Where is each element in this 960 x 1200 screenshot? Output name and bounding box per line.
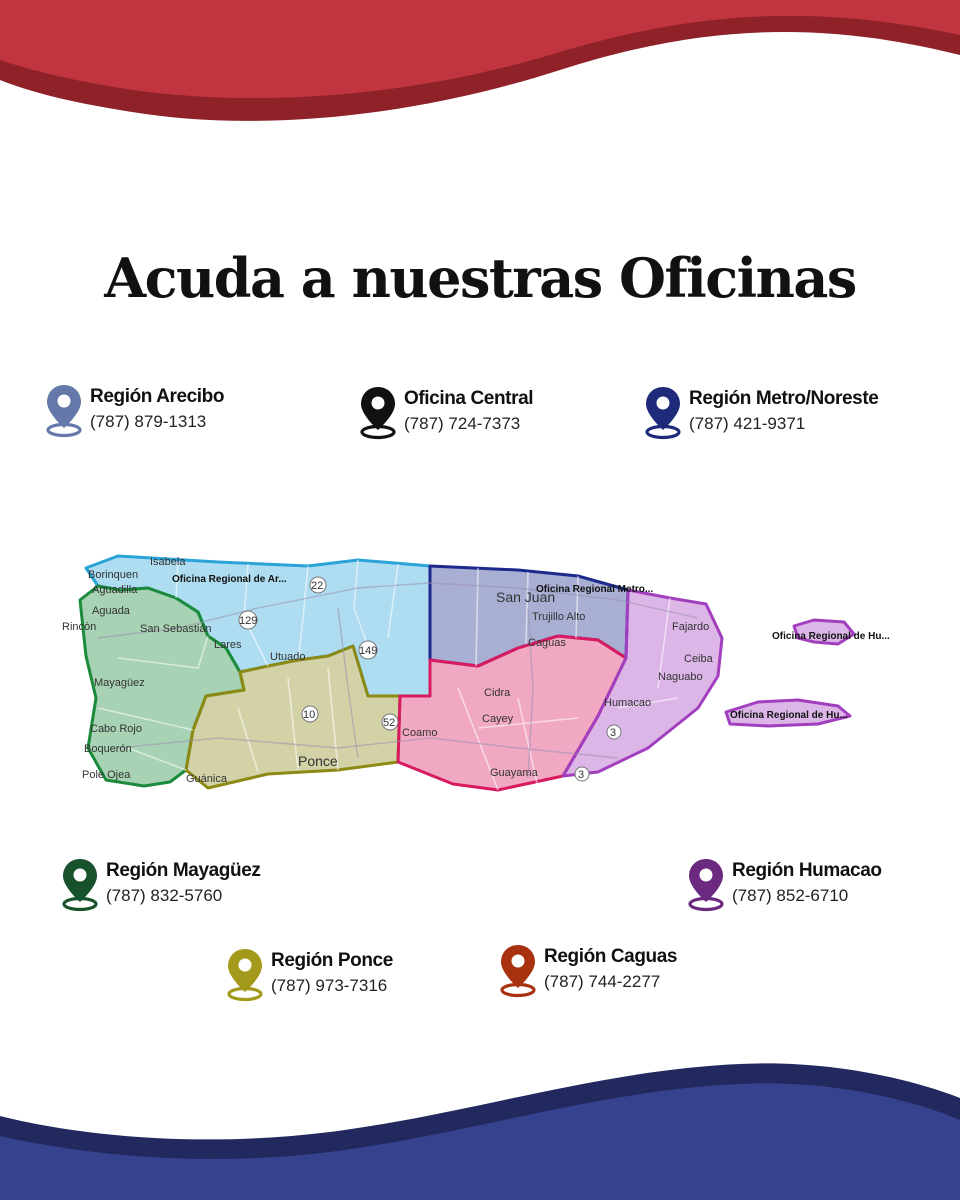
map-label-office-metro[interactable]: Oficina Regional Metro... [536, 584, 654, 595]
office-mayaguez [60, 856, 260, 912]
map-label-pole-ojea: Pole Ojea [82, 769, 131, 781]
map-route-3b: 3 [578, 769, 585, 781]
map-label-naguabo: Naguabo [658, 671, 703, 683]
map-route-10: 10 [303, 709, 316, 721]
map-label-lares: Lares [214, 639, 242, 651]
office-arecibo [44, 382, 224, 438]
map-label-trujillo-alto: Trujillo Alto [532, 611, 586, 623]
location-pin-icon [686, 856, 726, 912]
office-humacao [686, 856, 882, 912]
map-label-fajardo: Fajardo [672, 621, 710, 633]
office-phone[interactable]: (787) 832-5760 [106, 886, 223, 905]
office-metro-noreste [643, 384, 878, 440]
office-phone[interactable]: (787) 724-7373 [404, 414, 521, 433]
location-pin-icon [498, 942, 538, 998]
map-label-ponce: Ponce [298, 753, 338, 769]
office-name: Región Caguas [544, 946, 678, 967]
map-label-office-humacao-culebra[interactable]: Oficina Regional de Hu... [772, 631, 890, 642]
map-route-149: 149 [359, 645, 378, 657]
map-label-humacao: Humacao [604, 697, 652, 709]
location-pin-icon [225, 946, 265, 1002]
office-name: Región Arecibo [90, 386, 225, 407]
office-name: Región Mayagüez [106, 860, 261, 881]
office-name: Oficina Central [404, 388, 534, 409]
office-caguas [498, 942, 677, 998]
location-pin-icon [60, 856, 100, 912]
map-route-52: 52 [383, 717, 396, 729]
map-label-isabela: Isabela [150, 556, 186, 568]
map-label-rincon: Rincón [62, 621, 97, 633]
map-label-mayaguez: Mayagüez [94, 677, 145, 689]
map-label-caguas: Caguas [528, 637, 566, 649]
map-route-129: 129 [239, 615, 258, 627]
office-phone[interactable]: (787) 421-9371 [689, 414, 806, 433]
map-label-aguada: Aguada [92, 605, 130, 617]
map-route-3a: 3 [610, 727, 617, 739]
map-label-guanica: Guánica [186, 773, 227, 785]
bottom-wave-decoration [0, 1050, 960, 1200]
office-name: Región Metro/Noreste [689, 388, 879, 409]
map-label-borinquen: Borinquen [88, 569, 139, 581]
map-label-san-juan: San Juan [496, 589, 556, 605]
map-label-cidra: Cidra [484, 687, 511, 699]
office-central [358, 384, 533, 440]
map-label-office-arecibo[interactable]: Oficina Regional de Ar... [172, 574, 287, 585]
office-phone[interactable]: (787) 879-1313 [90, 412, 207, 431]
office-phone[interactable]: (787) 973-7316 [271, 976, 388, 995]
location-pin-icon [44, 382, 84, 438]
puerto-rico-regions-map [58, 548, 918, 810]
office-name: Región Humacao [732, 860, 882, 881]
map-label-boqueron: Boquerón [84, 743, 132, 755]
office-name: Región Ponce [271, 950, 393, 971]
office-phone[interactable]: (787) 852-6710 [732, 886, 849, 905]
map-label-office-humacao-vieques[interactable]: Oficina Regional de Hu... [730, 710, 848, 721]
map-label-guayama: Guayama [490, 767, 538, 779]
map-label-san-sebastian: San Sebastián [140, 623, 212, 635]
location-pin-icon [358, 384, 398, 440]
office-phone[interactable]: (787) 744-2277 [544, 972, 661, 991]
map-label-cayey: Cayey [482, 713, 514, 725]
map-label-coamo: Coamo [402, 727, 438, 739]
location-pin-icon [643, 384, 683, 440]
map-route-22: 22 [311, 580, 324, 592]
map-label-utuado: Utuado [270, 651, 306, 663]
map-label-aguadilla: Aguadilla [92, 584, 138, 596]
map-label-ceiba: Ceiba [684, 653, 713, 665]
top-wave-decoration [0, 0, 960, 140]
office-ponce [225, 946, 393, 1002]
page-title: Acuda a nuestras Oficinas [104, 246, 856, 310]
map-label-cabo-rojo: Cabo Rojo [90, 723, 142, 735]
